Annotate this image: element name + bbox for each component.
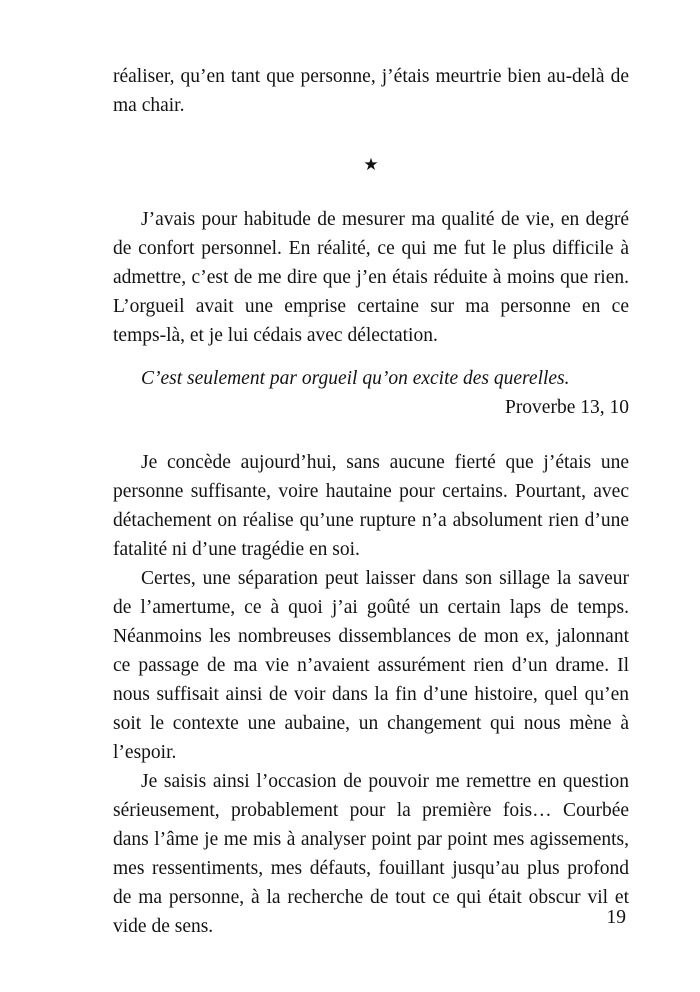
- section-separator: [113, 150, 629, 179]
- paragraph-certes: Certes, une séparation peut laisser dans son sillage la saveur de l’amertume, ce à quoi j’ai goûté un certain laps de temps. Néanmoins les nombreuses dissemblances de mon ex, jalonnant ce passage de ma vie n’avaient assurément rien d’un drame. Il nous suffisait ainsi de voir dans la fin d’une histoire, quel qu’en soit le contexte une aubaine, un changement qui nous mène à l’espoir.: [113, 568, 629, 763]
- paragraph-concede: Je concède aujourd’hui, sans aucune fierté que j’étais une personne suffisante, voire hautaine pour certains. Pourtant, avec détachement on réalise qu’une rupture n’a absolument rien d’une fatalité ni d’une tragédie en soi.: [113, 452, 629, 560]
- scripture-quote: C’est seulement par orgueil qu’on excite des querelles.: [141, 368, 570, 389]
- page-body: [113, 62, 629, 941]
- paragraph-continuation: réaliser, qu’en tant que personne, j’étais meurtrie bien au-delà de ma chair.: [113, 66, 629, 116]
- page-number: 19: [606, 907, 626, 928]
- paragraph-saisis: Je saisis ainsi l’occasion de pouvoir me remettre en question sérieusement, probablement pour la première fois… Courbée dans l’âme je me mis à analyser point par point mes agissements, mes ressentiments, mes défauts, fouillant jusqu’au plus profond de ma personne, à la recherche de tout ce qui était obscur vil et vide de sens.: [113, 771, 629, 937]
- paragraph-habitude: J’avais pour habitude de mesurer ma qualité de vie, en degré de confort personnel. En réalité, ce qui me fut le plus difficile à admettre, c’est de me dire que j’en étais réduite à moins que rien. L’orgueil avait une emprise certaine sur ma personne en ce temps-là, et je lui cédais avec délectation.: [113, 209, 629, 346]
- star-icon: ★: [363, 155, 379, 174]
- quote-attribution: Proverbe 13, 10: [504, 397, 629, 418]
